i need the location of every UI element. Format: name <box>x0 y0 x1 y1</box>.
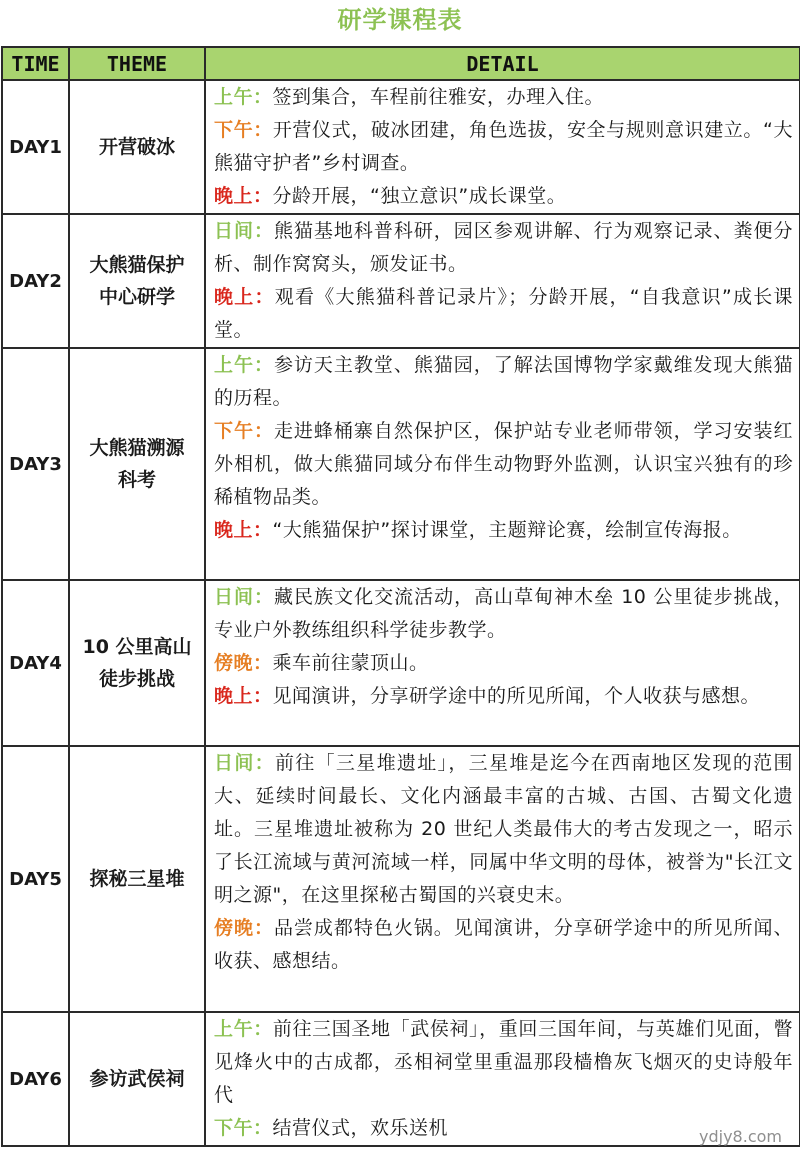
theme-cell <box>69 1012 205 1146</box>
theme-line: 大熊猫保护 <box>89 254 185 276</box>
detail-segment <box>214 680 793 713</box>
table-row <box>2 580 800 746</box>
detail-segment <box>214 581 793 647</box>
table-row <box>2 80 800 214</box>
theme-line: 参访武侯祠 <box>89 1068 185 1090</box>
time-of-day-label: 晚上： <box>214 185 273 207</box>
theme-line: 探秘三星堆 <box>89 868 185 890</box>
time-of-day-label: 晚上： <box>214 519 273 541</box>
detail-segment <box>214 912 793 978</box>
header-theme: THEME <box>69 47 205 80</box>
theme-line: 科考 <box>117 469 156 491</box>
theme-line: 徒步挑战 <box>98 668 175 690</box>
header-detail: DETAIL <box>205 47 800 80</box>
table-row <box>2 348 800 580</box>
activity-text: 乘车前往蒙顶山。 <box>272 652 429 674</box>
activity-text: 熊猫基地科普科研，园区参观讲解、行为观察记录、粪便分析、制作窝窝头，颁发证书。 <box>214 220 793 275</box>
detail-segment <box>214 647 793 680</box>
detail-cell <box>205 214 800 348</box>
table-row <box>2 1012 800 1146</box>
schedule-table <box>1 46 800 1147</box>
activity-text: 分龄开展，“独立意识”成长课堂。 <box>272 185 567 207</box>
detail-cell <box>205 1012 800 1146</box>
time-of-day-label: 上午： <box>214 1018 273 1040</box>
activity-text: 见闻演讲，分享研学途中的所见所闻，个人收获与感想。 <box>272 685 761 707</box>
detail-segment <box>214 114 793 180</box>
theme-line: 大熊猫溯源 <box>89 437 185 459</box>
detail-cell <box>205 348 800 580</box>
theme-cell <box>69 348 205 580</box>
activity-text: 品尝成都特色火锅。见闻演讲，分享研学途中的所见所闻、收获、感想结。 <box>214 917 793 972</box>
watermark: ydjy8.com <box>699 1127 782 1146</box>
detail-cell <box>205 80 800 214</box>
activity-text: 走进蜂桶寨自然保护区，保护站专业老师带领，学习安装红外相机，做大熊猫同域分布伴生动物野外监测，认识宝兴独有的珍稀植物品类。 <box>214 420 793 508</box>
time-of-day-label: 下午： <box>214 119 273 141</box>
time-of-day-label: 上午： <box>214 354 274 376</box>
day-cell: DAY2 <box>2 214 69 348</box>
detail-segment <box>214 180 793 213</box>
detail-segment <box>214 514 793 547</box>
detail-cell <box>205 580 800 746</box>
time-of-day-label: 晚上： <box>214 685 273 707</box>
activity-text: 前往三国圣地「武侯祠」，重回三国年间，与英雄们见面，瞥见烽火中的古成都，丞相祠堂里重温那段樯橹灰飞烟灭的史诗般年代 <box>214 1018 793 1106</box>
day-cell: DAY1 <box>2 80 69 214</box>
table-row <box>2 746 800 1012</box>
activity-text: 前往「三星堆遗址」，三星堆是迄今在西南地区发现的范围大、延续时间最长、文化内涵最丰富的古城、古国、古蜀文化遗址。三星堆遗址被称为 20 世纪人类最伟大的考古发现之一，昭示了长江流域与黄河流域一样，同属中华文明的母体，被誉为"长江文明之源"，在这里探秘古蜀国的兴衰史末。 <box>214 752 793 906</box>
theme-cell <box>69 80 205 214</box>
activity-text: 结营仪式，欢乐送机 <box>272 1117 449 1139</box>
theme-cell <box>69 214 205 348</box>
day-cell: DAY4 <box>2 580 69 746</box>
theme-line: 开营破冰 <box>98 136 175 158</box>
detail-segment <box>214 215 793 281</box>
activity-text: 参访天主教堂、熊猫园，了解法国博物学家戴维发现大熊猫的历程。 <box>214 354 793 409</box>
theme-cell <box>69 746 205 1012</box>
detail-segment <box>214 349 793 415</box>
detail-cell <box>205 746 800 1012</box>
time-of-day-label: 下午： <box>214 420 274 442</box>
activity-text: 观看《大熊猫科普记录片》；分龄开展，“自我意识”成长课堂。 <box>214 286 793 341</box>
time-of-day-label: 日间： <box>214 220 274 242</box>
time-of-day-label: 日间： <box>214 752 275 774</box>
time-of-day-label: 傍晚： <box>214 917 274 939</box>
theme-line: 10 公里高山 <box>82 636 192 658</box>
time-of-day-label: 下午： <box>214 1117 273 1139</box>
time-of-day-label: 傍晚： <box>214 652 273 674</box>
theme-cell <box>69 580 205 746</box>
detail-segment <box>214 1013 793 1112</box>
day-cell: DAY6 <box>2 1012 69 1146</box>
header-time: TIME <box>2 47 69 80</box>
day-cell: DAY5 <box>2 746 69 1012</box>
activity-text: 藏民族文化交流活动，高山草甸神木垒 10 公里徒步挑战，专业户外教练组织科学徒步教学。 <box>214 586 793 641</box>
table-row <box>2 214 800 348</box>
activity-text: “大熊猫保护”探讨课堂，主题辩论赛，绘制宣传海报。 <box>272 519 742 541</box>
activity-text: 开营仪式，破冰团建，角色选拔，安全与规则意识建立。“大熊猫守护者”乡村调查。 <box>214 119 793 174</box>
detail-segment <box>214 415 793 514</box>
detail-segment <box>214 281 793 347</box>
table-header-row <box>2 47 800 80</box>
time-of-day-label: 晚上： <box>214 286 275 308</box>
theme-line: 中心研学 <box>98 286 175 308</box>
time-of-day-label: 上午： <box>214 86 273 108</box>
activity-text: 签到集合，车程前往雅安，办理入住。 <box>272 86 605 108</box>
day-cell: DAY3 <box>2 348 69 580</box>
time-of-day-label: 日间： <box>214 586 275 608</box>
detail-segment <box>214 747 793 912</box>
page-title: 研学课程表 <box>337 6 463 34</box>
detail-segment <box>214 81 793 114</box>
